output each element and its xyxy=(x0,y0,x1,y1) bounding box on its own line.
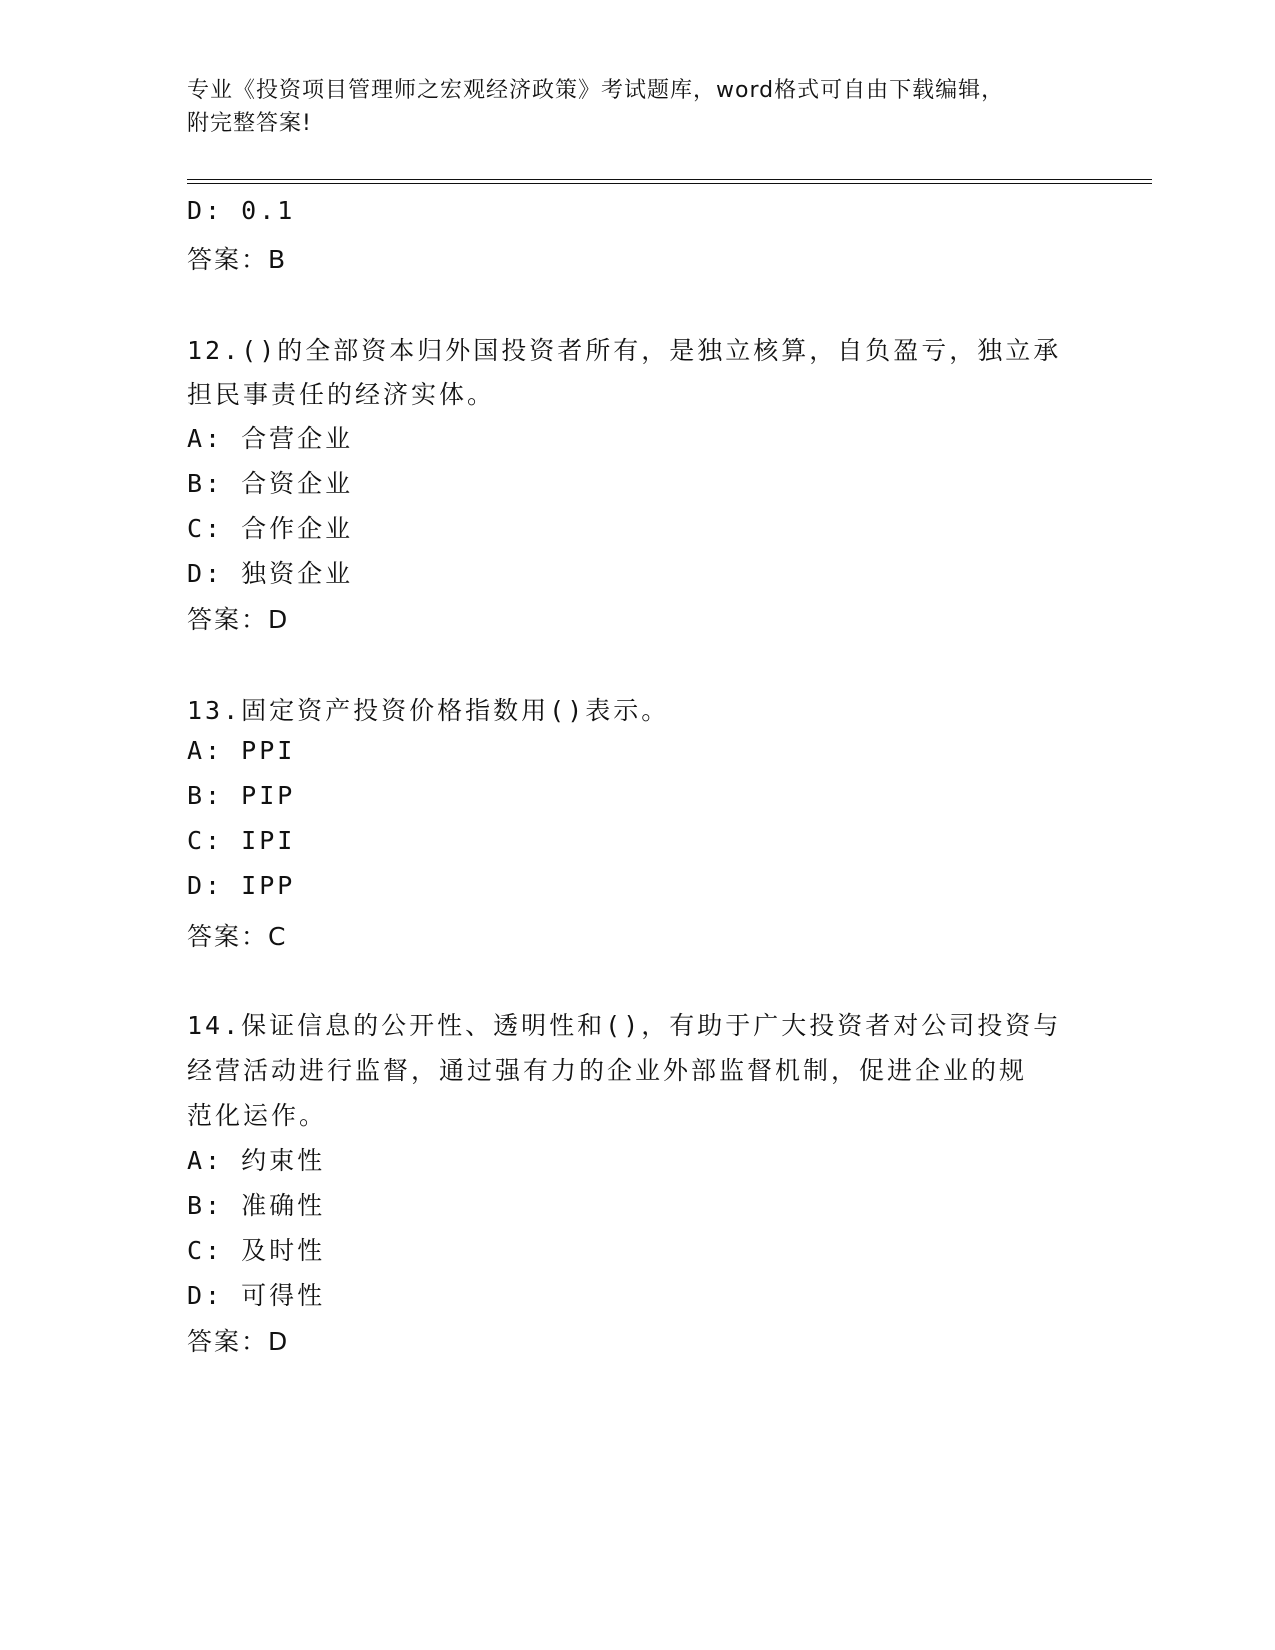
q14-option-b: B: 准确性 xyxy=(187,1191,326,1220)
header-rule-top xyxy=(187,179,1152,180)
q12-stem-line-1: 12.()的全部资本归外国投资者所有，是独立核算，自负盈亏，独立承 xyxy=(187,336,1062,365)
q14-option-d: D: 可得性 xyxy=(187,1281,326,1310)
q13-answer: 答案：C xyxy=(187,922,288,951)
q12-option-a: A: 合营企业 xyxy=(187,424,354,453)
q14-option-a: A: 约束性 xyxy=(187,1146,326,1175)
header-rule-bottom xyxy=(187,183,1152,184)
q12-option-d: D: 独资企业 xyxy=(187,559,354,588)
q12-option-c: C: 合作企业 xyxy=(187,514,354,543)
q12-answer: 答案：D xyxy=(187,605,290,634)
page-header xyxy=(187,74,1067,140)
q14-option-c: C: 及时性 xyxy=(187,1236,326,1265)
prev-option-d: D: 0.1 xyxy=(187,196,296,225)
header-line-1: 专业《投资项目管理师之宏观经济政策》考试题库，word格式可自由下载编辑， xyxy=(187,78,1005,103)
q13-option-d: D: IPP xyxy=(187,871,296,900)
prev-answer: 答案：B xyxy=(187,245,288,274)
q12-stem-line-2: 担民事责任的经济实体。 xyxy=(187,380,496,409)
q14-stem-line-3: 范化运作。 xyxy=(187,1101,328,1130)
q13-stem-line-1: 13.固定资产投资价格指数用()表示。 xyxy=(187,696,670,725)
header-line-2: 附完整答案! xyxy=(187,111,312,136)
q14-stem-line-2: 经营活动进行监督，通过强有力的企业外部监督机制，促进企业的规 xyxy=(187,1056,1028,1085)
q13-option-c: C: IPI xyxy=(187,826,296,855)
q14-stem-line-1: 14.保证信息的公开性、透明性和()，有助于广大投资者对公司投资与 xyxy=(187,1011,1062,1040)
q13-option-a: A: PPI xyxy=(187,736,296,765)
q14-answer: 答案：D xyxy=(187,1327,290,1356)
q12-option-b: B: 合资企业 xyxy=(187,469,354,498)
q13-option-b: B: PIP xyxy=(187,781,296,810)
